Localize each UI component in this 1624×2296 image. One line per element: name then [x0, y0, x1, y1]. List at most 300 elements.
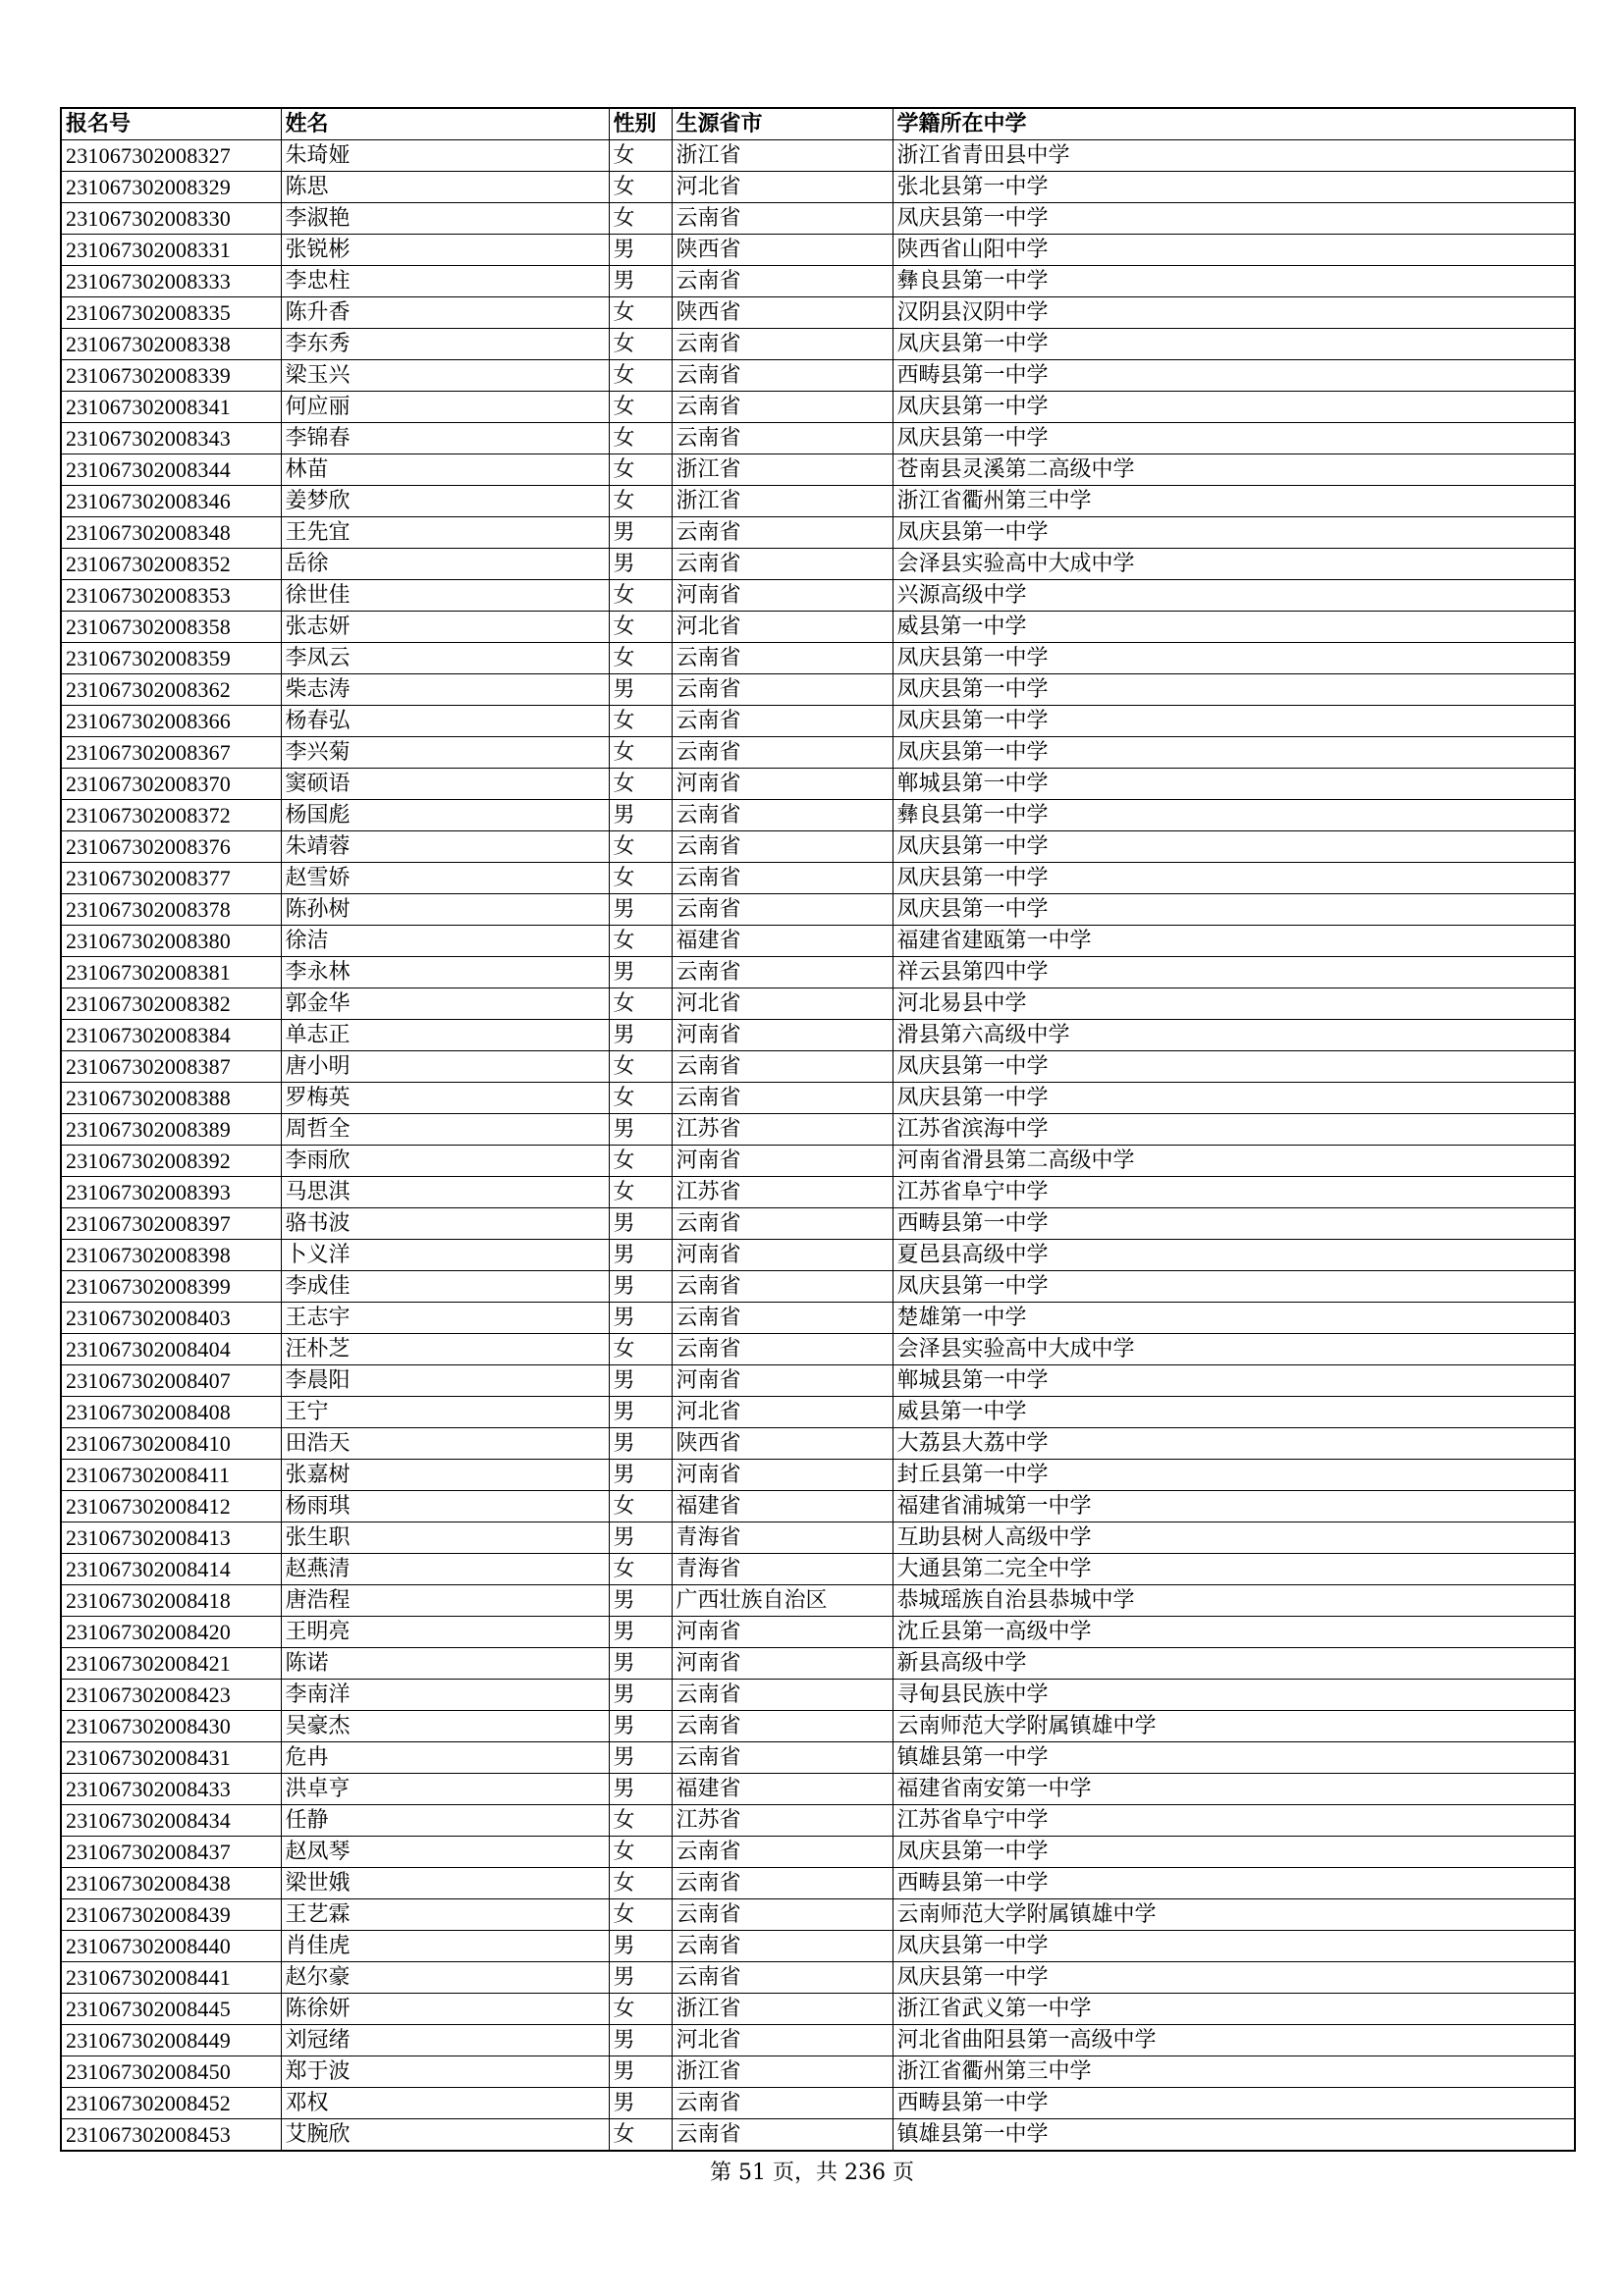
high-school-cell: 凤庆县第一中学 [893, 674, 1575, 706]
gender-cell: 女 [609, 1083, 672, 1114]
gender-cell: 女 [609, 580, 672, 612]
name-cell: 李凤云 [281, 643, 609, 674]
high-school-cell: 浙江省青田县中学 [893, 140, 1575, 172]
table-row [61, 235, 1575, 266]
high-school-cell: 江苏省滨海中学 [893, 1114, 1575, 1146]
gender-cell: 女 [609, 1051, 672, 1083]
table-row [61, 1837, 1575, 1868]
province-cell: 云南省 [672, 863, 893, 894]
high-school-cell: 福建省浦城第一中学 [893, 1491, 1575, 1522]
registration-number-cell: 231067302008362 [61, 674, 281, 706]
high-school-cell: 凤庆县第一中学 [893, 392, 1575, 423]
province-cell: 云南省 [672, 737, 893, 769]
gender-cell: 女 [609, 140, 672, 172]
high-school-cell: 郸城县第一中学 [893, 769, 1575, 800]
registration-number-cell: 231067302008382 [61, 988, 281, 1020]
table-row [61, 612, 1575, 643]
province-cell: 云南省 [672, 392, 893, 423]
province-cell: 云南省 [672, 674, 893, 706]
gender-cell: 男 [609, 1711, 672, 1742]
high-school-cell: 凤庆县第一中学 [893, 894, 1575, 926]
high-school-cell: 郸城县第一中学 [893, 1365, 1575, 1397]
registration-number-cell: 231067302008384 [61, 1020, 281, 1051]
name-cell: 马思淇 [281, 1177, 609, 1208]
province-cell: 云南省 [672, 1962, 893, 1994]
registration-number-cell: 231067302008372 [61, 800, 281, 831]
registration-number-cell: 231067302008333 [61, 266, 281, 297]
high-school-cell: 浙江省衢州第三中学 [893, 2056, 1575, 2088]
province-cell: 云南省 [672, 203, 893, 235]
high-school-cell: 凤庆县第一中学 [893, 706, 1575, 737]
gender-cell: 男 [609, 1397, 672, 1428]
registration-number-cell: 231067302008378 [61, 894, 281, 926]
table-row [61, 2025, 1575, 2056]
province-cell: 云南省 [672, 2119, 893, 2152]
high-school-cell: 大荔县大荔中学 [893, 1428, 1575, 1460]
name-cell: 吴豪杰 [281, 1711, 609, 1742]
name-cell: 陈诺 [281, 1648, 609, 1680]
registration-number-cell: 231067302008437 [61, 1837, 281, 1868]
gender-cell: 女 [609, 863, 672, 894]
registration-number-cell: 231067302008335 [61, 297, 281, 329]
table-row [61, 1962, 1575, 1994]
gender-cell: 女 [609, 454, 672, 486]
registration-number-cell: 231067302008387 [61, 1051, 281, 1083]
high-school-cell: 威县第一中学 [893, 612, 1575, 643]
province-cell: 陕西省 [672, 297, 893, 329]
registration-number-cell: 231067302008441 [61, 1962, 281, 1994]
gender-cell: 女 [609, 988, 672, 1020]
name-cell: 田浩天 [281, 1428, 609, 1460]
registration-number-cell: 231067302008370 [61, 769, 281, 800]
province-cell: 云南省 [672, 549, 893, 580]
registration-number-cell: 231067302008407 [61, 1365, 281, 1397]
province-cell: 云南省 [672, 957, 893, 988]
province-cell: 江苏省 [672, 1177, 893, 1208]
table-row [61, 203, 1575, 235]
high-school-cell: 封丘县第一中学 [893, 1460, 1575, 1491]
table-row [61, 737, 1575, 769]
gender-cell: 女 [609, 706, 672, 737]
table-row [61, 360, 1575, 392]
province-cell: 陕西省 [672, 235, 893, 266]
registration-number-cell: 231067302008420 [61, 1617, 281, 1648]
high-school-cell: 凤庆县第一中学 [893, 643, 1575, 674]
name-cell: 唐小明 [281, 1051, 609, 1083]
province-cell: 福建省 [672, 926, 893, 957]
table-row [61, 1491, 1575, 1522]
name-cell: 洪卓亨 [281, 1774, 609, 1805]
registration-number-cell: 231067302008393 [61, 1177, 281, 1208]
high-school-cell: 凤庆县第一中学 [893, 1931, 1575, 1962]
gender-cell: 男 [609, 266, 672, 297]
province-cell: 云南省 [672, 1742, 893, 1774]
gender-cell: 男 [609, 1962, 672, 1994]
table-row [61, 2088, 1575, 2119]
high-school-cell: 夏邑县高级中学 [893, 1240, 1575, 1271]
province-cell: 云南省 [672, 1680, 893, 1711]
name-cell: 陈徐妍 [281, 1994, 609, 2025]
gender-cell: 男 [609, 1114, 672, 1146]
province-cell: 云南省 [672, 1051, 893, 1083]
registration-number-cell: 231067302008380 [61, 926, 281, 957]
gender-cell: 女 [609, 203, 672, 235]
name-cell: 李南洋 [281, 1680, 609, 1711]
gender-cell: 女 [609, 737, 672, 769]
registration-number-cell: 231067302008453 [61, 2119, 281, 2152]
high-school-cell: 河北易县中学 [893, 988, 1575, 1020]
gender-cell: 女 [609, 926, 672, 957]
table-row [61, 423, 1575, 454]
province-cell: 浙江省 [672, 2056, 893, 2088]
gender-cell: 男 [609, 235, 672, 266]
name-cell: 陈升香 [281, 297, 609, 329]
high-school-cell: 凤庆县第一中学 [893, 863, 1575, 894]
column-header-high-school: 学籍所在中学 [893, 108, 1575, 140]
name-cell: 郑于波 [281, 2056, 609, 2088]
name-cell: 岳徐 [281, 549, 609, 580]
table-row [61, 894, 1575, 926]
province-cell: 浙江省 [672, 140, 893, 172]
name-cell: 赵燕清 [281, 1554, 609, 1585]
high-school-cell: 凤庆县第一中学 [893, 831, 1575, 863]
table-row [61, 486, 1575, 517]
gender-cell: 男 [609, 1271, 672, 1303]
table-row [61, 674, 1575, 706]
table-row [61, 1428, 1575, 1460]
gender-cell: 男 [609, 1428, 672, 1460]
table-row [61, 1742, 1575, 1774]
registration-number-cell: 231067302008341 [61, 392, 281, 423]
high-school-cell: 浙江省武义第一中学 [893, 1994, 1575, 2025]
name-cell: 任静 [281, 1805, 609, 1837]
table-row [61, 706, 1575, 737]
name-cell: 杨雨琪 [281, 1491, 609, 1522]
high-school-cell: 沈丘县第一高级中学 [893, 1617, 1575, 1648]
table-row [61, 1868, 1575, 1899]
high-school-cell: 新县高级中学 [893, 1648, 1575, 1680]
table-row [61, 1805, 1575, 1837]
name-cell: 赵凤琴 [281, 1837, 609, 1868]
name-cell: 艾腕欣 [281, 2119, 609, 2152]
table-row [61, 454, 1575, 486]
table-row [61, 1774, 1575, 1805]
name-cell: 王先宜 [281, 517, 609, 549]
name-cell: 张嘉树 [281, 1460, 609, 1491]
province-cell: 陕西省 [672, 1428, 893, 1460]
gender-cell: 女 [609, 392, 672, 423]
province-cell: 浙江省 [672, 454, 893, 486]
high-school-cell: 彝良县第一中学 [893, 266, 1575, 297]
province-cell: 河北省 [672, 612, 893, 643]
table-row [61, 2119, 1575, 2152]
high-school-cell: 楚雄第一中学 [893, 1303, 1575, 1334]
gender-cell: 女 [609, 1899, 672, 1931]
name-cell: 邓权 [281, 2088, 609, 2119]
gender-cell: 男 [609, 1585, 672, 1617]
gender-cell: 男 [609, 1208, 672, 1240]
table-row [61, 1083, 1575, 1114]
high-school-cell: 云南师范大学附属镇雄中学 [893, 1899, 1575, 1931]
high-school-cell: 镇雄县第一中学 [893, 2119, 1575, 2152]
province-cell: 河北省 [672, 172, 893, 203]
high-school-cell: 陕西省山阳中学 [893, 235, 1575, 266]
high-school-cell: 江苏省阜宁中学 [893, 1805, 1575, 1837]
name-cell: 郭金华 [281, 988, 609, 1020]
name-cell: 徐洁 [281, 926, 609, 957]
registration-number-cell: 231067302008404 [61, 1334, 281, 1365]
name-cell: 王志宇 [281, 1303, 609, 1334]
province-cell: 云南省 [672, 706, 893, 737]
province-cell: 河北省 [672, 988, 893, 1020]
gender-cell: 男 [609, 517, 672, 549]
high-school-cell: 西畴县第一中学 [893, 1208, 1575, 1240]
name-cell: 徐世佳 [281, 580, 609, 612]
province-cell: 河南省 [672, 1146, 893, 1177]
table-row [61, 549, 1575, 580]
high-school-cell: 苍南县灵溪第二高级中学 [893, 454, 1575, 486]
high-school-cell: 江苏省阜宁中学 [893, 1177, 1575, 1208]
table-row [61, 926, 1575, 957]
high-school-cell: 凤庆县第一中学 [893, 423, 1575, 454]
province-cell: 云南省 [672, 1303, 893, 1334]
province-cell: 云南省 [672, 1837, 893, 1868]
gender-cell: 女 [609, 1177, 672, 1208]
registration-number-cell: 231067302008366 [61, 706, 281, 737]
high-school-cell: 威县第一中学 [893, 1397, 1575, 1428]
gender-cell: 女 [609, 329, 672, 360]
province-cell: 云南省 [672, 2088, 893, 2119]
registration-number-cell: 231067302008344 [61, 454, 281, 486]
registration-number-cell: 231067302008440 [61, 1931, 281, 1962]
registration-number-cell: 231067302008412 [61, 1491, 281, 1522]
gender-cell: 男 [609, 1460, 672, 1491]
name-cell: 朱靖蓉 [281, 831, 609, 863]
province-cell: 河南省 [672, 1460, 893, 1491]
table-row [61, 1711, 1575, 1742]
name-cell: 梁玉兴 [281, 360, 609, 392]
high-school-cell: 福建省建瓯第一中学 [893, 926, 1575, 957]
province-cell: 云南省 [672, 1271, 893, 1303]
gender-cell: 女 [609, 1554, 672, 1585]
name-cell: 李晨阳 [281, 1365, 609, 1397]
name-cell: 危冉 [281, 1742, 609, 1774]
province-cell: 云南省 [672, 1083, 893, 1114]
gender-cell: 女 [609, 769, 672, 800]
registration-number-cell: 231067302008330 [61, 203, 281, 235]
registration-number-cell: 231067302008430 [61, 1711, 281, 1742]
high-school-cell: 会泽县实验高中大成中学 [893, 549, 1575, 580]
name-cell: 王明亮 [281, 1617, 609, 1648]
registration-number-cell: 231067302008434 [61, 1805, 281, 1837]
gender-cell: 女 [609, 1491, 672, 1522]
name-cell: 汪朴芝 [281, 1334, 609, 1365]
province-cell: 河南省 [672, 769, 893, 800]
table-row [61, 1020, 1575, 1051]
table-row [61, 2056, 1575, 2088]
province-cell: 云南省 [672, 1208, 893, 1240]
table-row [61, 643, 1575, 674]
high-school-cell: 河南省滑县第二高级中学 [893, 1146, 1575, 1177]
province-cell: 浙江省 [672, 486, 893, 517]
table-row [61, 1899, 1575, 1931]
gender-cell: 男 [609, 2025, 672, 2056]
high-school-cell: 凤庆县第一中学 [893, 203, 1575, 235]
registration-number-cell: 231067302008329 [61, 172, 281, 203]
high-school-cell: 寻甸县民族中学 [893, 1680, 1575, 1711]
name-cell: 卜义洋 [281, 1240, 609, 1271]
table-row [61, 1585, 1575, 1617]
registration-number-cell: 231067302008399 [61, 1271, 281, 1303]
high-school-cell: 滑县第六高级中学 [893, 1020, 1575, 1051]
gender-cell: 女 [609, 1146, 672, 1177]
table-row [61, 140, 1575, 172]
province-cell: 江苏省 [672, 1114, 893, 1146]
province-cell: 云南省 [672, 266, 893, 297]
province-cell: 云南省 [672, 329, 893, 360]
gender-cell: 女 [609, 423, 672, 454]
name-cell: 朱琦娅 [281, 140, 609, 172]
gender-cell: 男 [609, 1617, 672, 1648]
registration-number-cell: 231067302008421 [61, 1648, 281, 1680]
column-header-registration-number: 报名号 [61, 108, 281, 140]
name-cell: 张志妍 [281, 612, 609, 643]
name-cell: 李成佳 [281, 1271, 609, 1303]
registration-number-cell: 231067302008358 [61, 612, 281, 643]
high-school-cell: 汉阴县汉阴中学 [893, 297, 1575, 329]
table-row [61, 1271, 1575, 1303]
name-cell: 林苗 [281, 454, 609, 486]
province-cell: 河南省 [672, 1648, 893, 1680]
registration-number-cell: 231067302008376 [61, 831, 281, 863]
province-cell: 河南省 [672, 1617, 893, 1648]
high-school-cell: 西畴县第一中学 [893, 2088, 1575, 2119]
high-school-cell: 兴源高级中学 [893, 580, 1575, 612]
gender-cell: 男 [609, 674, 672, 706]
province-cell: 浙江省 [672, 1994, 893, 2025]
registration-number-cell: 231067302008445 [61, 1994, 281, 2025]
high-school-cell: 镇雄县第一中学 [893, 1742, 1575, 1774]
table-row [61, 1397, 1575, 1428]
gender-cell: 男 [609, 1240, 672, 1271]
high-school-cell: 彝良县第一中学 [893, 800, 1575, 831]
gender-cell: 女 [609, 172, 672, 203]
province-cell: 河南省 [672, 1020, 893, 1051]
column-header-gender: 性别 [609, 108, 672, 140]
registration-number-cell: 231067302008438 [61, 1868, 281, 1899]
high-school-cell: 祥云县第四中学 [893, 957, 1575, 988]
table-row [61, 957, 1575, 988]
registration-number-cell: 231067302008398 [61, 1240, 281, 1271]
registration-number-cell: 231067302008389 [61, 1114, 281, 1146]
province-cell: 云南省 [672, 360, 893, 392]
table-row [61, 1648, 1575, 1680]
province-cell: 河南省 [672, 580, 893, 612]
registration-number-cell: 231067302008339 [61, 360, 281, 392]
registration-number-cell: 231067302008414 [61, 1554, 281, 1585]
name-cell: 杨春弘 [281, 706, 609, 737]
gender-cell: 女 [609, 1994, 672, 2025]
name-cell: 李淑艳 [281, 203, 609, 235]
province-cell: 云南省 [672, 517, 893, 549]
high-school-cell: 浙江省衢州第三中学 [893, 486, 1575, 517]
high-school-cell: 凤庆县第一中学 [893, 1962, 1575, 1994]
gender-cell: 女 [609, 612, 672, 643]
table-row [61, 1522, 1575, 1554]
high-school-cell: 凤庆县第一中学 [893, 1271, 1575, 1303]
name-cell: 赵尔豪 [281, 1962, 609, 1994]
province-cell: 青海省 [672, 1522, 893, 1554]
gender-cell: 男 [609, 1020, 672, 1051]
province-cell: 云南省 [672, 800, 893, 831]
gender-cell: 男 [609, 894, 672, 926]
gender-cell: 男 [609, 2088, 672, 2119]
province-cell: 河北省 [672, 1397, 893, 1428]
province-cell: 云南省 [672, 423, 893, 454]
registration-number-cell: 231067302008327 [61, 140, 281, 172]
name-cell: 李东秀 [281, 329, 609, 360]
table-row [61, 266, 1575, 297]
page-footer: 第 51 页，共 236 页 [710, 2161, 914, 2185]
registration-number-cell: 231067302008449 [61, 2025, 281, 2056]
table-row [61, 297, 1575, 329]
table-row [61, 392, 1575, 423]
table-row [61, 1334, 1575, 1365]
high-school-cell: 张北县第一中学 [893, 172, 1575, 203]
registration-number-cell: 231067302008352 [61, 549, 281, 580]
registration-number-cell: 231067302008413 [61, 1522, 281, 1554]
province-cell: 广西壮族自治区 [672, 1585, 893, 1617]
gender-cell: 男 [609, 1303, 672, 1334]
gender-cell: 男 [609, 1931, 672, 1962]
high-school-cell: 云南师范大学附属镇雄中学 [893, 1711, 1575, 1742]
name-cell: 唐浩程 [281, 1585, 609, 1617]
name-cell: 李兴菊 [281, 737, 609, 769]
registration-number-cell: 231067302008452 [61, 2088, 281, 2119]
registration-number-cell: 231067302008343 [61, 423, 281, 454]
registration-number-cell: 231067302008359 [61, 643, 281, 674]
province-cell: 福建省 [672, 1491, 893, 1522]
table-row [61, 1617, 1575, 1648]
registration-number-cell: 231067302008392 [61, 1146, 281, 1177]
table-header [61, 108, 1575, 140]
province-cell: 云南省 [672, 1931, 893, 1962]
name-cell: 罗梅英 [281, 1083, 609, 1114]
name-cell: 陈思 [281, 172, 609, 203]
gender-cell: 女 [609, 297, 672, 329]
gender-cell: 女 [609, 831, 672, 863]
name-cell: 张锐彬 [281, 235, 609, 266]
registration-number-cell: 231067302008439 [61, 1899, 281, 1931]
table-row [61, 800, 1575, 831]
registration-number-cell: 231067302008377 [61, 863, 281, 894]
registration-number-cell: 231067302008348 [61, 517, 281, 549]
table-row [61, 769, 1575, 800]
high-school-cell: 互助县树人高级中学 [893, 1522, 1575, 1554]
registration-number-cell: 231067302008423 [61, 1680, 281, 1711]
name-cell: 姜梦欣 [281, 486, 609, 517]
high-school-cell: 凤庆县第一中学 [893, 1051, 1575, 1083]
high-school-cell: 西畴县第一中学 [893, 1868, 1575, 1899]
name-cell: 刘冠绪 [281, 2025, 609, 2056]
table-body [61, 140, 1575, 2152]
high-school-cell: 凤庆县第一中学 [893, 517, 1575, 549]
registration-number-cell: 231067302008418 [61, 1585, 281, 1617]
high-school-cell: 会泽县实验高中大成中学 [893, 1334, 1575, 1365]
registration-number-cell: 231067302008450 [61, 2056, 281, 2088]
table-row [61, 1051, 1575, 1083]
province-cell: 河南省 [672, 1365, 893, 1397]
